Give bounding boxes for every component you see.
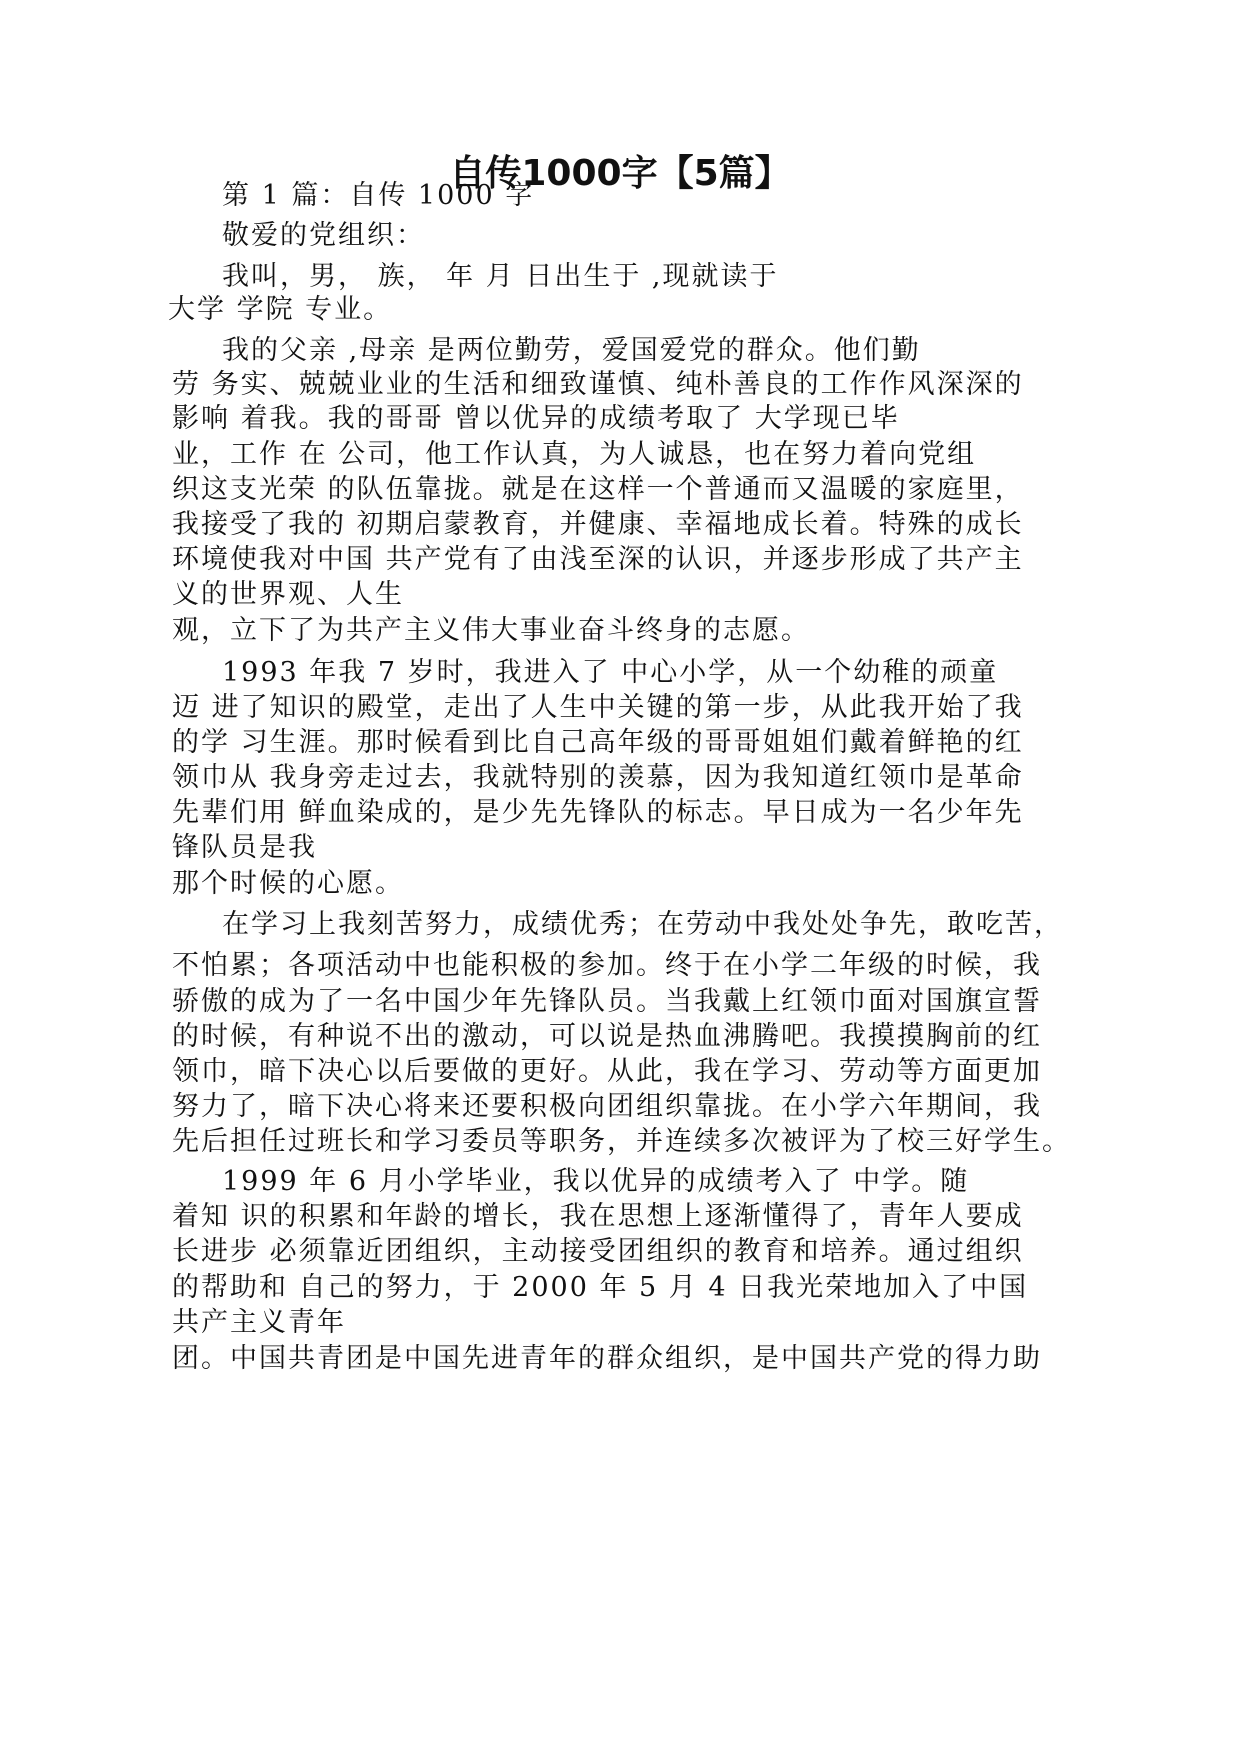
paragraph-line: 先后担任过班长和学习委员等职务，并连续多次被评为了校三好学生。: [172, 1126, 1071, 1157]
paragraph-line: 锋队员是我: [172, 832, 317, 863]
paragraph-line: 我叫，男， 族， 年 月 日出生于 ,现就读于: [222, 261, 779, 292]
paragraph-line: 那个时候的心愿。: [172, 868, 404, 899]
paragraph-line: 观，立下了为共产主义伟大事业奋斗终身的志愿。: [172, 615, 810, 646]
paragraph-line: 1999 年 6 月小学毕业，我以优异的成绩考入了 中学。随: [222, 1166, 970, 1197]
paragraph-line: 环境使我对中国 共产党有了由浅至深的认识，并逐步形成了共产主: [172, 544, 1024, 575]
paragraph-line: 劳 务实、兢兢业业的生活和细致谨慎、纯朴善良的工作作风深深的: [172, 369, 1024, 400]
paragraph-line: 骄傲的成为了一名中国少年先锋队员。当我戴上红领巾面对国旗宣誓: [172, 986, 1042, 1017]
paragraph-line: 的帮助和 自己的努力，于 2000 年 5 月 4 日我光荣地加入了中国: [172, 1272, 1029, 1303]
chapter-heading: 第 1 篇：自传 1000 字: [222, 180, 535, 211]
salutation: 敬爱的党组织：: [222, 220, 425, 251]
paragraph-line: 共产主义青年: [172, 1307, 346, 1338]
paragraph-line: 业，工作 在 公司，他工作认真，为人诚恳，也在努力着向党组: [172, 439, 977, 470]
paragraph-line: 先辈们用 鲜血染成的，是少先先锋队的标志。早日成为一名少年先: [172, 797, 1024, 828]
paragraph-line: 努力了，暗下决心将来还要积极向团组织靠拢。在小学六年期间，我: [172, 1091, 1042, 1122]
paragraph-line: 不怕累；各项活动中也能积极的参加。终于在小学二年级的时候，我: [172, 950, 1042, 981]
paragraph-line: 领巾，暗下决心以后要做的更好。从此，我在学习、劳动等方面更加: [172, 1056, 1042, 1087]
paragraph-line: 我接受了我的 初期启蒙教育，并健康、幸福地成长着。特殊的成长: [172, 509, 1024, 540]
paragraph-line: 长进步 必须靠近团组织，主动接受团组织的教育和培养。通过组织: [172, 1236, 1024, 1267]
paragraph-line: 在学习上我刻苦努力，成绩优秀；在劳动中我处处争先，敢吃苦，: [222, 909, 1063, 940]
document-title: 自传1000字【5篇】: [449, 153, 791, 194]
paragraph-line: 大学 学院 专业。: [168, 294, 393, 325]
paragraph-line: 的时候，有种说不出的激动，可以说是热血沸腾吧。我摸摸胸前的红: [172, 1021, 1042, 1052]
paragraph-line: 我的父亲 ,母亲 是两位勤劳，爱国爱党的群众。他们勤: [222, 335, 921, 366]
paragraph-line: 的学 习生涯。那时候看到比自己高年级的哥哥姐姐们戴着鲜艳的红: [172, 727, 1024, 758]
paragraph-line: 影响 着我。我的哥哥 曾以优异的成绩考取了 大学现已毕: [172, 403, 900, 434]
paragraph-line: 1993 年我 7 岁时，我进入了 中心小学，从一个幼稚的顽童: [222, 657, 999, 688]
paragraph-line: 织这支光荣 的队伍靠拢。就是在这样一个普通而又温暖的家庭里，: [172, 474, 1024, 505]
paragraph-line: 领巾从 我身旁走过去，我就特别的羡慕，因为我知道红领巾是革命: [172, 762, 1024, 793]
paragraph-line: 义的世界观、人生: [172, 579, 404, 610]
paragraph-line: 团。中国共青团是中国先进青年的群众组织，是中国共产党的得力助: [172, 1343, 1042, 1374]
paragraph-line: 着知 识的积累和年龄的增长，我在思想上逐渐懂得了，青年人要成: [172, 1201, 1024, 1232]
paragraph-line: 迈 进了知识的殿堂，走出了人生中关键的第一步，从此我开始了我: [172, 692, 1024, 723]
